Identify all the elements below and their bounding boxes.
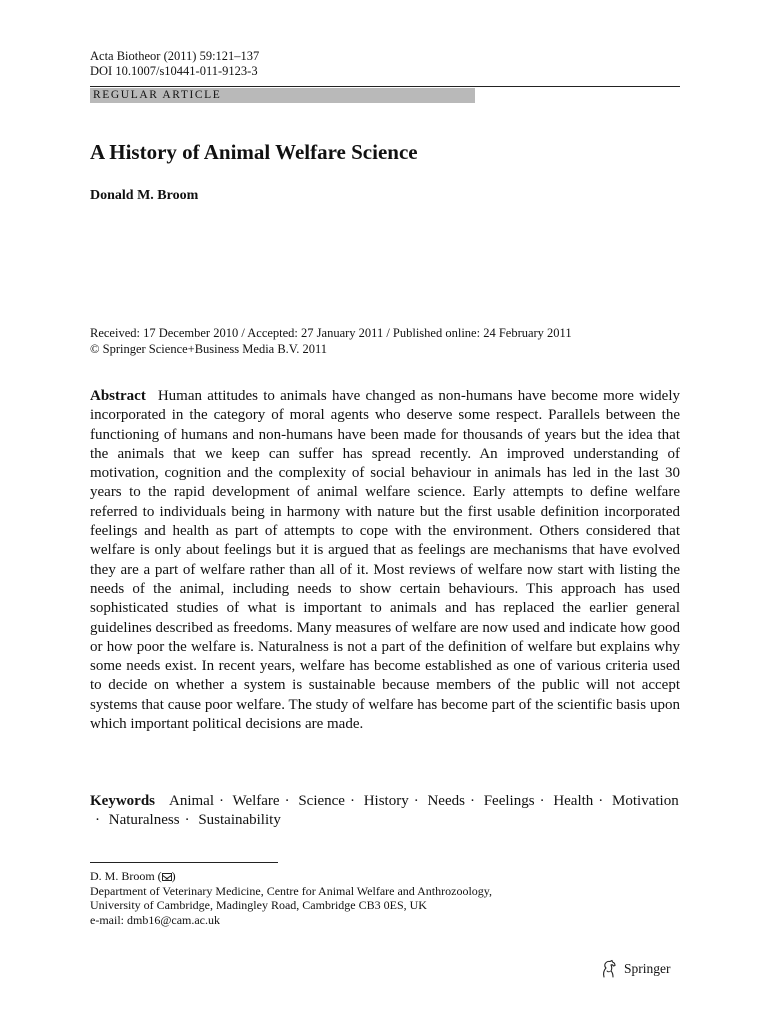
keyword-item: Science: [298, 793, 345, 809]
footnote-email: e-mail: dmb16@cam.ac.uk: [90, 912, 221, 927]
footnote-address: University of Cambridge, Madingley Road, Cambridge CB3 0ES, UK: [90, 898, 427, 912]
header-rule: [90, 86, 680, 87]
article-title: A History of Animal Welfare Science: [90, 140, 418, 164]
abstract-heading: Abstract: [90, 388, 146, 404]
keyword-item: History: [363, 793, 409, 809]
keyword-item: Animal: [169, 793, 214, 809]
footnote-author-name: D. M. Broom (: [90, 869, 162, 883]
keyword-separator: ·: [413, 793, 419, 809]
article-author: Donald M. Broom: [90, 188, 199, 203]
abstract-text: Human attitudes to animals have changed as non-humans have become more widely incorporated in the category of moral agents who deserve some respect. Parallels between the functioning of humans and non-humans have been made for thousands of years but the idea that the animals that we keep can suffer has spread recently. An improved understanding of motivation, cognition and the complexity of social behaviour in animals has led in the last 30 years to the rapid development of animal welfare science. Early attempts to define welfare referred to individuals being in harmony with nature but the first usable definition incorporated feelings and health as part of attempts to cope with the environment. Others considered that welfare is only about feelings but it is argued that as feelings are mechanisms that have evolved they are a part of welfare rather than all of it. Most reviews of welfare now start with listing the needs of the animal, including needs to show certain behaviours. This approach has used sophisticated studies of what is important to animals and has replaced the earlier general guidelines described as freedoms. Many measures of welfare are now used and indicate how good or how poor the welfare is. Naturalness is not a part of the definition of welfare but explains why some needs exist. In recent years, welfare has become established as one of various criteria used to decide on whether a system is sustainable because members of the public will not accept systems that cause poor welfare. The study of welfare has become part of the scientific basis upon which important political decisions are made.: [90, 388, 680, 733]
footnote-author-line: [90, 869, 492, 884]
keyword-separator: ·: [184, 812, 190, 829]
envelope-icon: [162, 873, 172, 881]
article-type-banner: [90, 86, 680, 103]
keywords-heading: Keywords: [90, 793, 155, 809]
history-dates: Received: 17 December 2010 / Accepted: 27 January 2011 / Published online: 24 February 2011: [90, 326, 572, 340]
keywords: [90, 792, 680, 831]
publisher-name: Springer: [624, 961, 671, 976]
footnote-author-close: ): [171, 869, 176, 883]
keyword-separator: ·: [598, 793, 604, 809]
keyword-separator: ·: [349, 793, 355, 809]
keywords-list: [90, 793, 679, 828]
footnote-department: Department of Veterinary Medicine, Centre for Animal Welfare and Anthrozoology,: [90, 883, 493, 898]
keyword-item: Sustainability: [198, 812, 281, 829]
keyword-separator: ·: [539, 793, 545, 809]
keyword-item: Feelings: [483, 793, 535, 809]
keyword-separator: ·: [219, 793, 224, 809]
abstract: [90, 387, 680, 734]
article-type-label: REGULAR ARTICLE: [93, 89, 222, 101]
keyword-item: Naturalness: [108, 812, 180, 829]
keyword-item: Needs: [427, 793, 465, 809]
article-history: [90, 326, 572, 357]
journal-doi: DOI 10.1007/s10441-011-9123-3: [90, 64, 258, 78]
keyword-separator: ·: [284, 793, 290, 809]
springer-horse-icon: [600, 959, 618, 979]
keyword-separator: ·: [469, 793, 475, 809]
keyword-item: Motivation: [612, 793, 679, 809]
keyword-item: Welfare: [232, 793, 280, 809]
footnote-rule: [90, 862, 278, 863]
copyright-notice: © Springer Science+Business Media B.V. 2011: [90, 341, 328, 356]
journal-citation: Acta Biotheor (2011) 59:121–137: [90, 49, 260, 63]
keyword-item: Health: [553, 793, 594, 809]
publisher-logo: [600, 959, 671, 979]
author-footnote: [90, 869, 492, 927]
keyword-separator: ·: [95, 812, 100, 829]
